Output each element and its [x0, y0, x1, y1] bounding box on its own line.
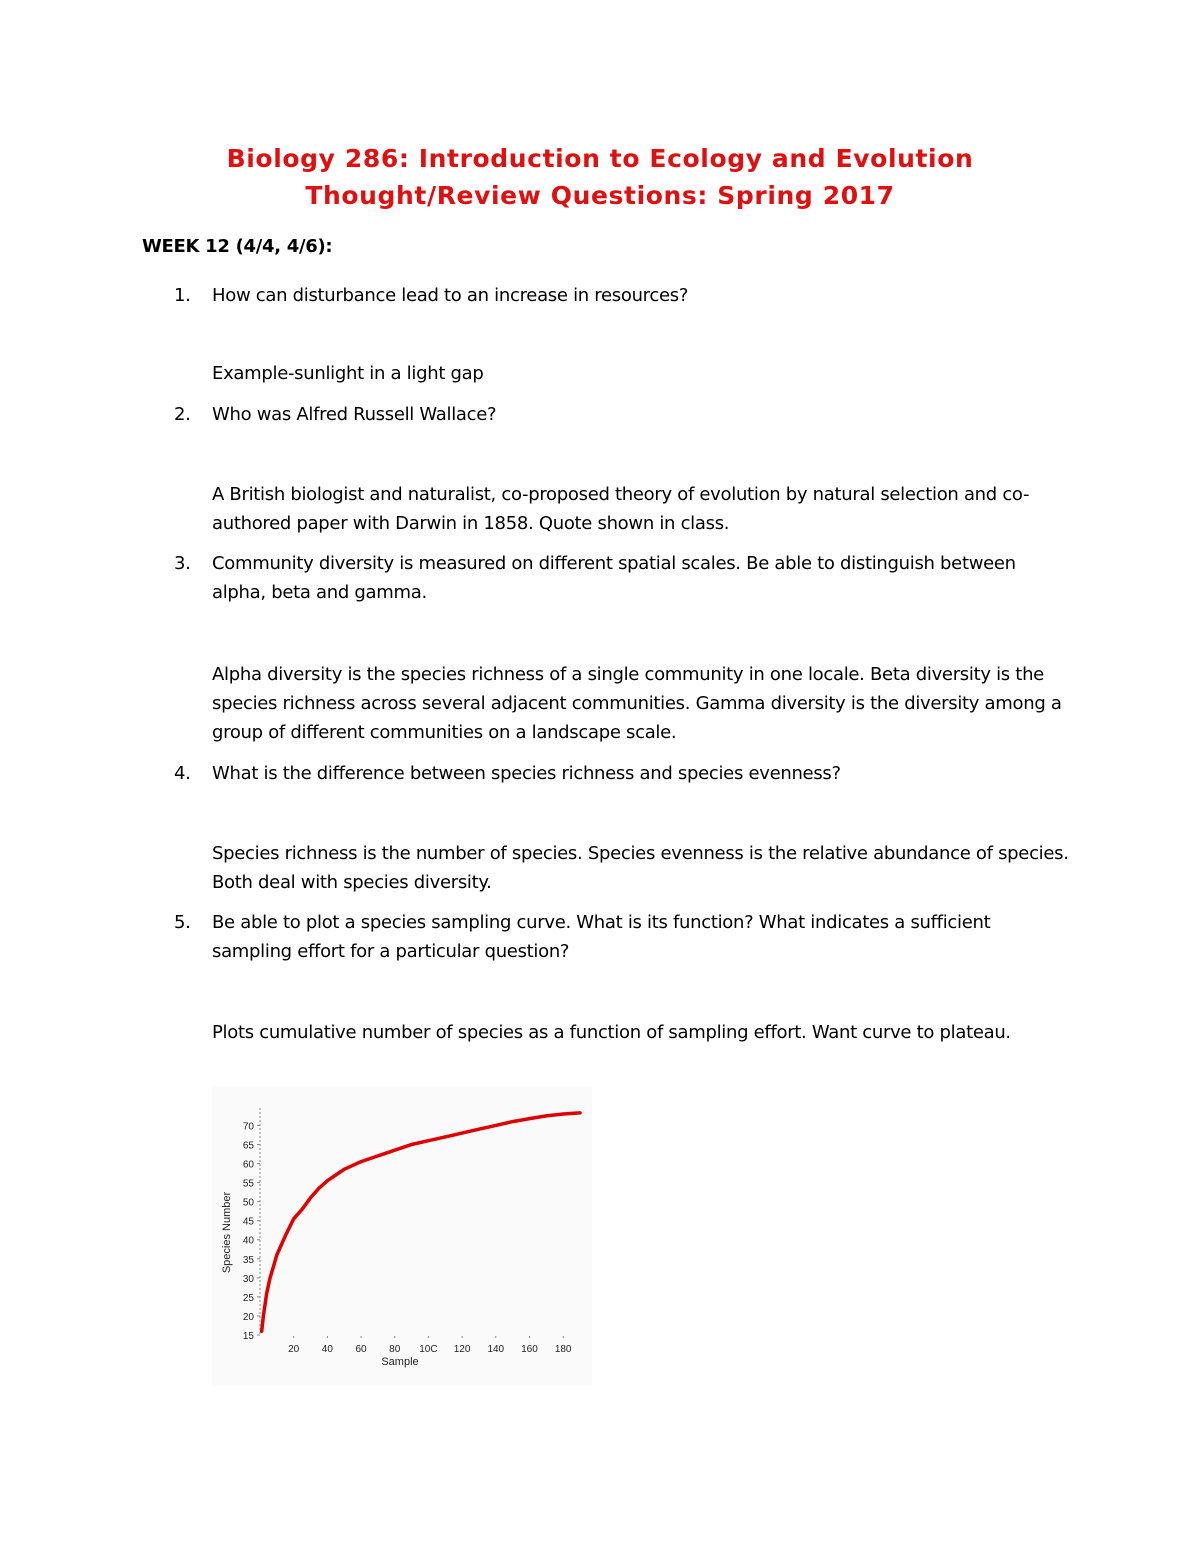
answer-4: Species richness is the number of species. Species evenness is the relative abundance of species. Both deal with species diversity.: [212, 843, 1069, 893]
x-tick-label: 160: [521, 1344, 538, 1355]
x-tick-label: 60: [355, 1344, 367, 1355]
species-sampling-chart: [212, 1086, 592, 1386]
answer-3: Alpha diversity is the species richness of a single community in one locale. Beta diversity is the species richness across several adjacent communities. Gamma diversity is the diversity among a group of different communities on a landscape scale.: [212, 664, 1062, 743]
y-tick-label: 30: [242, 1273, 254, 1285]
y-tick-label: 50: [242, 1197, 254, 1209]
y-tick-label: 40: [242, 1235, 254, 1247]
x-tick-label: 20: [288, 1344, 300, 1355]
question-number: 3.: [174, 553, 191, 574]
y-axis-label: Species Number: [221, 1191, 233, 1274]
y-tick-label: 60: [242, 1159, 254, 1171]
answer-5: Plots cumulative number of species as a function of sampling effort. Want curve to plateau.: [212, 1022, 1011, 1043]
question-number: 1.: [174, 285, 191, 306]
x-tick-label: 80: [389, 1344, 401, 1355]
x-axis-label: Sample: [381, 1356, 419, 1368]
x-tick-label: 120: [453, 1344, 471, 1355]
y-tick-label: 20: [242, 1311, 254, 1323]
question-number: 5.: [174, 912, 191, 933]
question-text: What is the difference between species richness and species evenness?: [212, 763, 841, 784]
title-line-2: Thought/Review Questions: Spring 2017: [305, 181, 895, 210]
week-heading: WEEK 12 (4/4, 4/6):: [142, 236, 333, 257]
y-tick-label: 35: [242, 1254, 254, 1266]
answer-2: A British biologist and naturalist, co-proposed theory of evolution by natural selection and co-authored paper with Darwin in 1858. Quote shown in class.: [212, 484, 1030, 534]
question-text: How can disturbance lead to an increase in resources?: [212, 285, 689, 306]
question-text: Community diversity is measured on different spatial scales. Be able to distinguish between alpha, beta and gamma.: [212, 553, 1016, 603]
series-line: [262, 1113, 580, 1331]
y-tick-label: 70: [242, 1121, 254, 1133]
y-tick-label: 25: [242, 1292, 254, 1304]
x-tick-label: 140: [487, 1344, 505, 1355]
question-text: Be able to plot a species sampling curve. What is its function? What indicates a sufficient sampling effort for a particular question?: [212, 912, 991, 962]
document-title: [0, 140, 1200, 214]
question-number: 4.: [174, 763, 191, 784]
x-tick-label: 180: [554, 1344, 572, 1355]
answer-1: Example-sunlight in a light gap: [212, 363, 484, 384]
x-tick-label: 40: [321, 1344, 333, 1355]
question-text: Who was Alfred Russell Wallace?: [212, 404, 497, 425]
chart-svg: [212, 1086, 592, 1386]
y-tick-label: 45: [242, 1216, 254, 1228]
title-line-1: Biology 286: Introduction to Ecology and Evolution: [226, 144, 974, 173]
y-tick-label: 55: [242, 1178, 254, 1190]
question-number: 2.: [174, 404, 191, 425]
y-tick-label: 15: [242, 1331, 254, 1342]
y-tick-label: 65: [242, 1140, 254, 1152]
x-tick-label: 10C: [419, 1344, 438, 1355]
